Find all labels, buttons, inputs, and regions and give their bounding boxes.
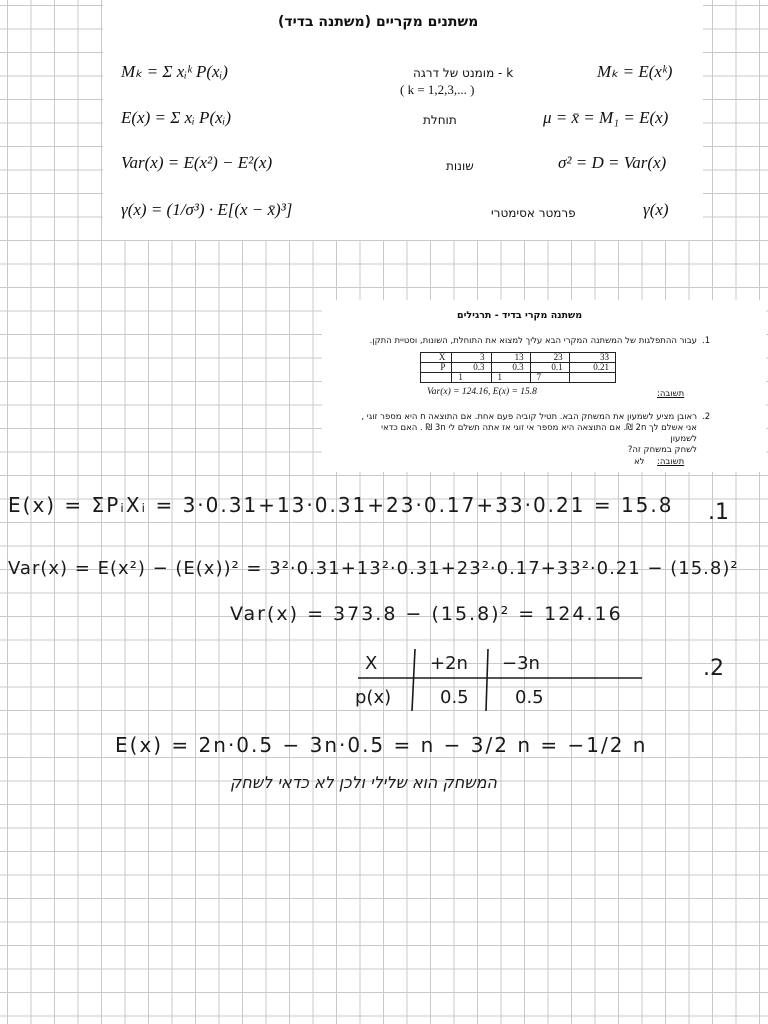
table-p-digit: 1: [452, 373, 491, 383]
table-p-value: 0.1: [530, 363, 569, 373]
hand-table-p-label: p(x): [355, 687, 392, 708]
hand-table-p2: 0.5: [515, 687, 544, 708]
asymmetry-formula: γ(x) = (1/σ³) · E[(x − x̄)³]: [121, 200, 293, 219]
answer-1-label: תשובה:: [657, 389, 685, 399]
answer-1-values: Var(x) = 124.16, E(x) = 15.8: [427, 387, 537, 397]
question-1-number: .1: [702, 336, 711, 346]
exercise-sheet: [322, 300, 766, 472]
table-p-label: P: [421, 363, 452, 373]
question-2-line-4: לשחק במשחק זה?: [627, 445, 697, 455]
answer-2-value: לא: [634, 457, 645, 467]
table-p-digit: 1: [491, 373, 530, 383]
formula-sheet-title: משתנים מקריים (משתנה בדיד): [278, 14, 479, 30]
table-x-value: 3: [452, 353, 491, 363]
moment-definition: Mₖ = E(xᵏ): [597, 62, 673, 81]
hand-table-column-divider: [486, 649, 488, 711]
table-x-value: 33: [569, 353, 615, 363]
hand-table-x2: −3n: [502, 653, 540, 674]
table-p-value: 0.21: [569, 363, 615, 373]
table-x-value: 23: [530, 353, 569, 363]
hand-table-column-divider: [412, 649, 415, 711]
exercise-sheet-title: משתנה מקרי בדיד - תרגילים: [457, 310, 583, 321]
asymmetry-label: פרמטר אסימטרי: [491, 206, 576, 220]
question-1-text: עבור ההתפלגות של המשתנה המקרי הבא עליך למצוא את התוחלת, השונות, וסטיית התקן.: [369, 336, 697, 346]
question-2-line-3: לשמעון: [670, 434, 697, 444]
answer-1-marker: .1: [708, 500, 729, 525]
table-x-value: 13: [491, 353, 530, 363]
conclusion-text: המשחק הוא שלילי ולכן לא כדאי לשחק: [230, 773, 497, 792]
hand-table-x-label: X: [365, 653, 378, 674]
table-x-label: X: [421, 353, 452, 363]
expectation-definition: μ = x̄ = M₁ = E(x): [543, 108, 669, 127]
expectation-formula: E(x) = Σ xᵢ P(xᵢ): [121, 108, 232, 127]
variance-formula: Var(x) = E(x²) − E²(x): [121, 153, 273, 172]
variance-result: Var(x) = 373.8 − (15.8)² = 124.16: [230, 603, 623, 625]
expectation-label: תוחלת: [423, 113, 457, 127]
answer-2-label: תשובה:: [657, 457, 685, 467]
question-2-number: .2: [702, 412, 711, 422]
question-2-line-2: אני אשלם לך 2n ₪. אם התוצאה היא מספר אי זוגי אז אתה תשלם לי 3n ₪ . האם כדאי: [381, 423, 697, 433]
expectation-q2-calculation: E(x) = 2n·0.5 − 3n·0.5 = n − 3/2 n = −1/2 n: [115, 733, 648, 757]
moment-label: k - מומנט של דרגה: [413, 66, 514, 80]
formula-sheet: [103, 0, 703, 240]
table-p-value: 0.3: [491, 363, 530, 373]
table-p-digit: [569, 373, 615, 383]
asymmetry-definition: γ(x): [643, 200, 669, 219]
variance-label: שונות: [446, 159, 474, 173]
hand-table-p1: 0.5: [440, 687, 469, 708]
question-2-line-1: ראובן מציע לשמעון את המשחק הבא. תטיל קוביה פעם אחת. אם התוצאה n היא מספר זוגי ,: [361, 412, 697, 422]
moment-range: ( k = 1,2,3,... ): [400, 82, 475, 97]
hand-table-lines: [350, 645, 650, 715]
moment-formula: Mₖ = Σ xᵢᵏ P(xᵢ): [121, 62, 228, 81]
hand-table-x1: +2n: [430, 653, 468, 674]
table-p-digit: 7: [530, 373, 569, 383]
answer-2-marker: .2: [703, 656, 724, 681]
distribution-table: [420, 352, 616, 383]
table-p-value: 0.3: [452, 363, 491, 373]
variance-calculation: Var(x) = E(x²) − (E(x))² = 3²·0.31+13²·0.31+23²·0.17+33²·0.21 − (15.8)²: [8, 558, 739, 579]
variance-definition: σ² = D = Var(x): [558, 153, 667, 172]
expectation-calculation: E(x) = ΣPᵢXᵢ = 3·0.31+13·0.31+23·0.17+33·0.21 = 15.8: [8, 493, 674, 517]
